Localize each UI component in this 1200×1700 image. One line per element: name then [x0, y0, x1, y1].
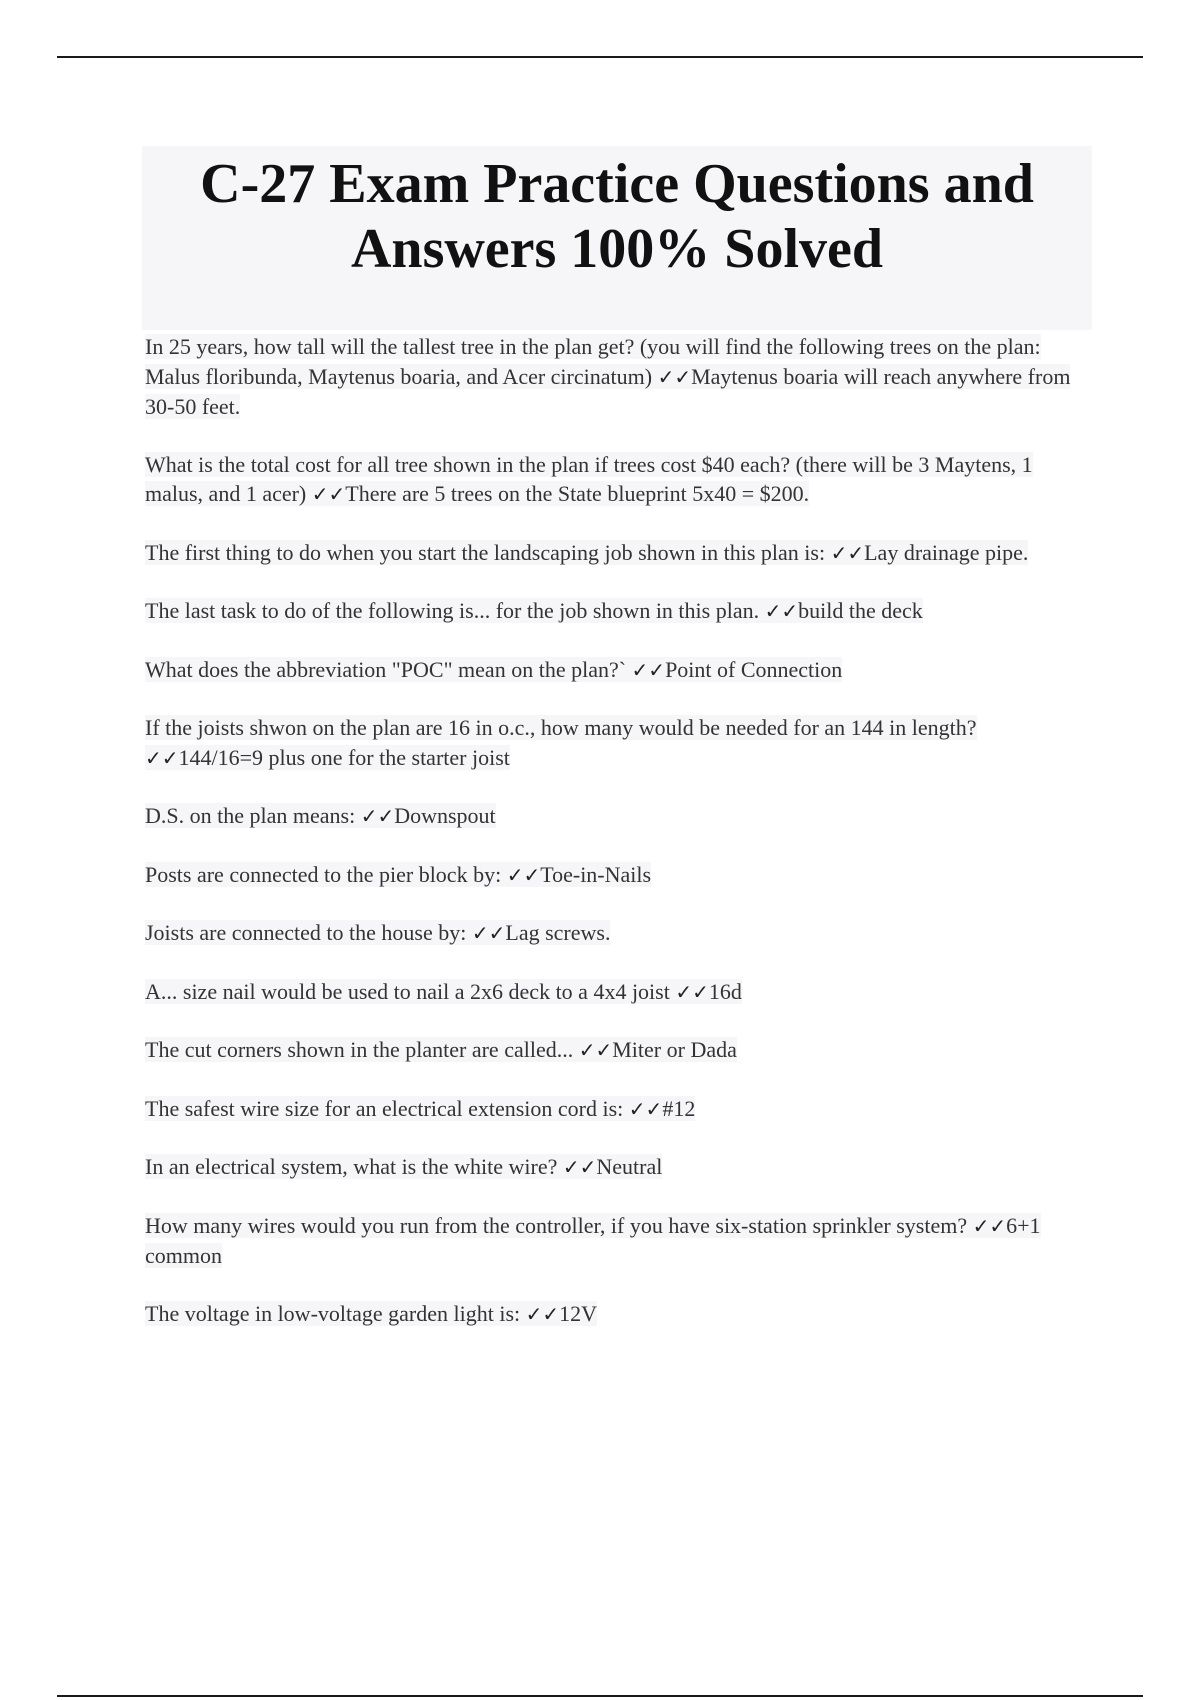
question-text: D.S. on the plan means: [145, 803, 361, 828]
qa-item [145, 1152, 1085, 1183]
document-title: C-27 Exam Practice Questions and Answers 100% Solved [200, 153, 1034, 280]
checkmark-icon: ✓✓ [562, 1155, 597, 1179]
header-rule [57, 56, 1143, 58]
qa-item [145, 918, 1085, 949]
qa-item [145, 1211, 1085, 1271]
answer-text: There are 5 trees on the State blueprint 5x40 = $200. [345, 481, 810, 506]
answer-text: Neutral [596, 1154, 663, 1179]
qa-item [145, 596, 1085, 627]
checkmark-icon: ✓✓ [360, 804, 395, 828]
checkmark-icon: ✓✓ [471, 921, 506, 945]
qa-item [145, 655, 1085, 686]
checkmark-icon: ✓✓ [525, 1301, 560, 1326]
answer-text: build the deck [798, 598, 923, 623]
question-text: The last task to do of the following is... for the job shown in this plan. [145, 598, 765, 623]
checkmark-icon: ✓✓ [675, 979, 709, 1004]
answer-text: Downspout [394, 803, 496, 828]
question-text: If the joists shwon on the plan are 16 in o.c., how many would be needed for an 144 in length? [145, 715, 977, 740]
question-text: Posts are connected to the pier block by: [145, 861, 507, 887]
qa-item [145, 860, 1085, 891]
question-text: A... size nail would be used to nail a 2x6 deck to a 4x4 joist [145, 978, 676, 1004]
answer-text: Toe-in-Nails [540, 861, 652, 887]
checkmark-icon: ✓✓ [830, 540, 865, 565]
answer-text: Maytenus boaria will reach anywhere from 30-50 feet. [145, 363, 1071, 419]
footer-rule [57, 1695, 1143, 1697]
question-text: The cut corners shown in the planter are called... [145, 1037, 579, 1062]
question-text: The voltage in low-voltage garden light is: [145, 1300, 526, 1326]
qa-item [145, 538, 1085, 569]
checkmark-icon: ✓✓ [506, 862, 541, 887]
checkmark-icon: ✓✓ [628, 1096, 663, 1121]
checkmark-icon: ✓✓ [972, 1213, 1007, 1238]
answer-text: #12 [662, 1095, 696, 1121]
question-text: In 25 years, how tall will the tallest tree in the plan get? (you will find the following trees on the plan: Malus floribunda, Maytenus boaria, and Acer circinatum) [145, 334, 1041, 389]
answer-text: Miter or Dada [612, 1037, 737, 1062]
answer-text: 12V [559, 1300, 598, 1326]
checkmark-icon: ✓✓ [578, 1038, 613, 1062]
qa-list [145, 332, 1085, 1357]
question-text: What does the abbreviation "POC" mean on the plan?` [145, 656, 632, 682]
checkmark-icon: ✓✓ [145, 745, 179, 770]
question-text: Joists are connected to the house by: [145, 920, 472, 945]
question-text: What is the total cost for all tree shown in the plan if trees cost $40 each? (there will be 3 Maytens, 1 malus, and 1 acer) [145, 451, 1033, 506]
question-text: In an electrical system, what is the white wire? [145, 1154, 563, 1179]
qa-item [145, 801, 1085, 832]
qa-item [145, 332, 1085, 422]
title-block [142, 146, 1092, 330]
question-text: The safest wire size for an electrical extension cord is: [145, 1095, 629, 1121]
answer-text: Lay drainage pipe. [864, 539, 1029, 565]
answer-text: Lag screws. [505, 920, 611, 945]
checkmark-icon: ✓✓ [764, 599, 799, 623]
question-text: The first thing to do when you start the landscaping job shown in this plan is: [145, 539, 831, 565]
qa-item [145, 1094, 1085, 1125]
answer-text: Point of Connection [665, 656, 843, 682]
qa-item [145, 713, 1085, 773]
checkmark-icon: ✓✓ [311, 482, 346, 506]
answer-text: 144/16=9 plus one for the starter joist [178, 744, 510, 770]
qa-item [145, 1299, 1085, 1330]
checkmark-icon: ✓✓ [631, 657, 666, 682]
checkmark-icon: ✓✓ [657, 364, 692, 389]
answer-text: 16d [708, 978, 742, 1004]
question-text: How many wires would you run from the controller, if you have six-station sprinkler system? [145, 1212, 973, 1238]
qa-item [145, 977, 1085, 1008]
answer-text: 6+1 common [145, 1212, 1041, 1268]
qa-item [145, 450, 1085, 510]
qa-item [145, 1035, 1085, 1066]
